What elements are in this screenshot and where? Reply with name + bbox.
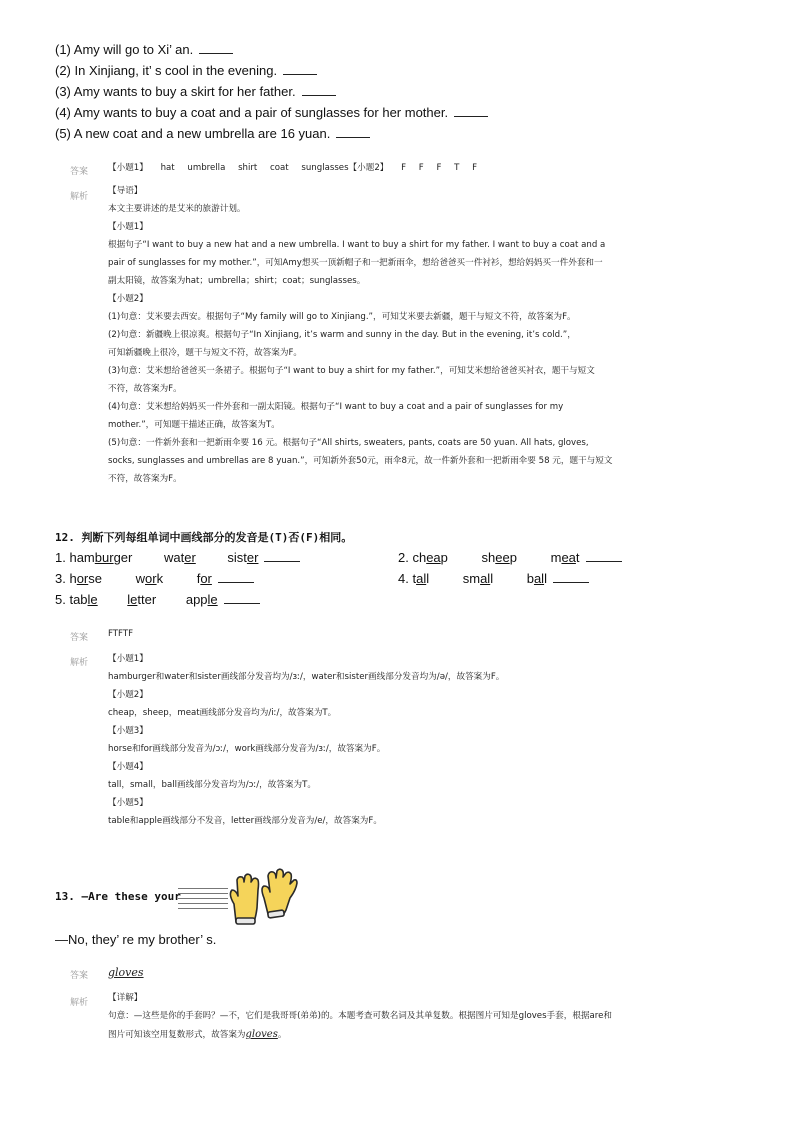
q13-prompt: 13. —Are these your [55,890,181,903]
analysis-line: 本文主要讲述的是艾米的旅游计划。 [108,204,246,214]
q12-group-1: 1. hamburger water sister [55,550,300,565]
q13-writing-lines [178,884,228,909]
analysis-line: cheap，sheep，meat画线部分发音均为/iː/，故答案为T。 [108,708,337,718]
gloves-icon [224,864,300,928]
q11-item-5: (5) A new coat and a new umbrella are 16 yuan. [55,126,370,141]
q11-analysis [108,187,612,493]
q12-group-5: 5. table letter apple [55,592,260,607]
q12-group-2: 2. cheap sheep meat [398,550,622,565]
q11-answer: 【小题1】 hat umbrella shirt coat sunglasses【小题2】 F F F T F [108,163,478,173]
q12-analysis-label: 解析 [70,658,89,668]
q11-item-1: (1) Amy will go to Xi’ an. [55,42,233,57]
q12-title: 12. 判断下列每组单词中画线部分的发音是(T)否(F)相同。 [55,531,353,544]
analysis-line: 根据句子“I want to buy a new hat and a new umbrella. I want to buy a shirt for my father. I want to buy a coat and a [108,240,606,250]
gloves-picture [224,864,300,932]
q11-item-4: (4) Amy wants to buy a coat and a pair of sunglasses for her mother. [55,105,488,120]
analysis-line: 【小题4】 [108,762,148,772]
analysis-line: 【小题2】 [108,294,148,304]
analysis-line: pair of sunglasses for my mother.”，可知Amy想买一顶新帽子和一把新雨伞，想给爸爸买一件衬衫，想给妈妈买一件外套和一 [108,258,603,268]
analysis-line: 【小题1】 [108,222,148,232]
analysis-line: (3)句意：艾米想给爸爸买一条裙子。根据句子“I want to buy a shirt for my father.”，可知艾米想给爸爸买衬衣，题干与短文 [108,366,595,376]
q12-answer-label: 答案 [70,633,89,643]
analysis-line: (4)句意：艾米想给妈妈买一件外套和一副太阳镜。根据句子“I want to buy a coat and a pair of sunglasses for my [108,402,564,412]
analysis-line: 图片可知该空用复数形式，故答案为gloves。 [108,1029,287,1040]
analysis-line: 不符，故答案为F。 [108,384,182,394]
analysis-line: socks, sunglasses and umbrellas are 8 yuan.”，可知新外套50元，雨伞8元，故一件新外套和一把新雨伞要 58 元，题干与短文 [108,456,613,466]
q13-reply: —No, they’ re my brother’ s. [55,932,217,947]
q13-answer: gloves [108,966,144,979]
analysis-line: 句意：—这些是你的手套吗？—不，它们是我哥哥(弟弟)的。本题考查可数名词及其单复数。根据图片可知是gloves手套，根据are和 [108,1011,613,1021]
analysis-line: table和apple画线部分不发音，letter画线部分发音为/e/，故答案为F。 [108,816,382,826]
analysis-line: 【小题1】 [108,654,148,664]
analysis-line: 【小题3】 [108,726,148,736]
analysis-line: 【导语】 [108,186,143,196]
analysis-line: tall，small，ball画线部分发音均为/ɔː/，故答案为T。 [108,780,316,790]
q12-analysis [108,655,504,835]
analysis-line: 副太阳镜，故答案为hat；umbrella；shirt；coat；sunglasses。 [108,276,366,286]
q11-item-2: (2) In Xinjiang, it’ s cool in the evening. [55,63,317,78]
analysis-line: 【小题2】 [108,690,148,700]
q13-analysis [108,994,612,1048]
q11-item-3: (3) Amy wants to buy a skirt for her father. [55,84,336,99]
analysis-line: 不符，故答案为F。 [108,474,182,484]
q13-answer-label: 答案 [70,971,89,981]
q11-answer-label: 答案 [70,167,89,177]
q13-analysis-label: 解析 [70,998,89,1008]
q12-answer: FTFTF [108,629,134,639]
q12-group-4: 4. tall small ball [398,571,589,586]
analysis-line: (1)句意：艾米要去西安。根据句子“My family will go to Xinjiang.”，可知艾米要去新疆，题干与短文不符，故答案为F。 [108,312,576,322]
analysis-line: 【小题5】 [108,798,148,808]
analysis-line: horse和for画线部分发音为/ɔː/，work画线部分发音为/ɜː/，故答案为F。 [108,744,386,754]
analysis-line: (5)句意：一件新外套和一把新雨伞要 16 元。根据句子“All shirts, sweaters, pants, coats are 50 yuan. All hats, gloves, [108,438,589,448]
q12-group-3: 3. horse work for [55,571,254,586]
analysis-line: hamburger和water和sister画线部分发音均为/ɜː/，water和sister画线部分发音均为/ə/，故答案为F。 [108,672,505,682]
q11-analysis-label: 解析 [70,192,89,202]
analysis-line: (2)句意：新疆晚上很凉爽。根据句子“In Xinjiang, it’s warm and sunny in the day. But in the evening, it’s cold.”， [108,330,576,340]
analysis-line: mother.”，可知题干描述正确，故答案为T。 [108,420,280,430]
analysis-line: 可知新疆晚上很冷，题干与短文不符，故答案为F。 [108,348,303,358]
analysis-line: 【详解】 [108,993,143,1003]
